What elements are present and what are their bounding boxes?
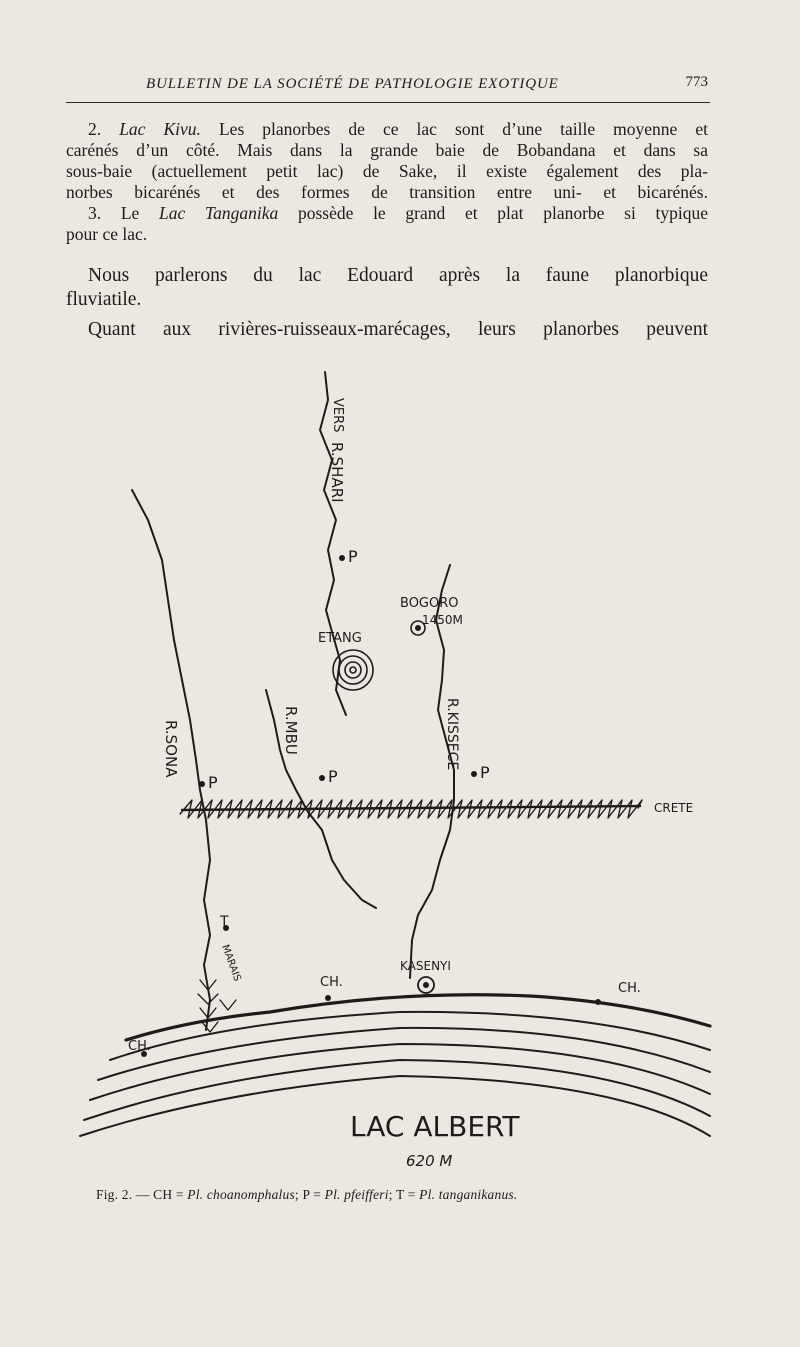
tanganika-line-2: pour ce lac. [66,224,148,244]
kivu-line-4: norbes bicarénés et des formes de transition entre uni- et bicarénés. [66,182,708,202]
label-ch-kasenyi: CH. [320,975,343,990]
tanganika-line-1 [66,203,708,224]
label-t: T [220,914,229,930]
label-vers: VERS [330,398,345,433]
page-number: 773 [685,74,708,90]
caption-fig: Fig. 2. — [96,1187,150,1202]
kivu-line-1-text: Les planorbes de ce lac sont d’une taille moyenne et [218,119,709,139]
tanganika-line-1-text: possède le grand et plat planorbe si typique [297,203,709,223]
kivu-line-3: sous-baie (actuellement petit lac) de Sake, il existe également des pla- [66,161,708,181]
label-r-kissece: R.KISSECE [444,698,460,771]
edouard-line-1: Nous parlerons du lac Edouard après la faune planorbique [88,265,708,286]
caption-p-species: Pl. pfeifferi [324,1187,389,1202]
tanganika-lake-name: Lac Tanganika [159,203,279,223]
label-r-sona: R.SONA [162,720,180,778]
label-p-sona: P [208,773,218,792]
label-kasenyi: KASENYI [400,959,451,973]
label-r-mbu: R.MBU [282,706,300,755]
label-ch-west: CH. [128,1039,151,1054]
kivu-lake-name: Lac Kivu. [119,119,201,139]
paragraph-edouard [66,264,708,342]
kivu-line-1 [66,119,708,140]
figure-caption [96,1187,736,1203]
kivu-line-2: carénés d’un côté. Mais dans la grande baie de Bobandana et dans sa [66,140,708,160]
label-lake-name: LAC ALBERT [350,1110,520,1143]
caption-ch-species: Pl. choanomphalus [187,1187,295,1202]
etang-pond [333,650,373,690]
label-etang: ETANG [318,631,362,646]
label-ch-east: CH. [618,981,641,996]
label-bogoro: BOGORO [400,596,459,611]
caption-ch-abbr: CH = [153,1187,184,1202]
caption-t-species: Pl. tanganikanus. [419,1187,518,1202]
map-figure [70,360,730,1180]
marsh [198,980,236,1032]
running-header [66,72,710,103]
running-title: BULLETIN DE LA SOCIÉTÉ DE PATHOLOGIE EXOTIQUE [146,76,559,92]
caption-p-abbr: ; P = [294,1187,322,1202]
caption-t-abbr: ; T = [388,1187,416,1202]
label-r-shari: R.SHARI [328,442,346,503]
edouard-line-2: fluviatile. [66,289,142,310]
label-p-kissece: P [480,763,490,782]
label-p-mbu: P [328,767,338,786]
kivu-number: 2. [88,119,102,139]
tanganika-number: 3. Le [88,203,140,223]
paragraph-kivu [66,119,708,203]
label-crete: CRETE [654,801,694,815]
label-p-shari: P [348,547,358,566]
label-bogoro-altitude: 1450M [422,613,463,627]
rivers-line-1: Quant aux rivières-ruisseaux-marécages, leurs planorbes peuvent [88,319,708,340]
label-lake-altitude: 620 M [406,1152,453,1170]
paragraph-tanganika [66,203,708,245]
label-marais: MARAIS [219,943,243,983]
